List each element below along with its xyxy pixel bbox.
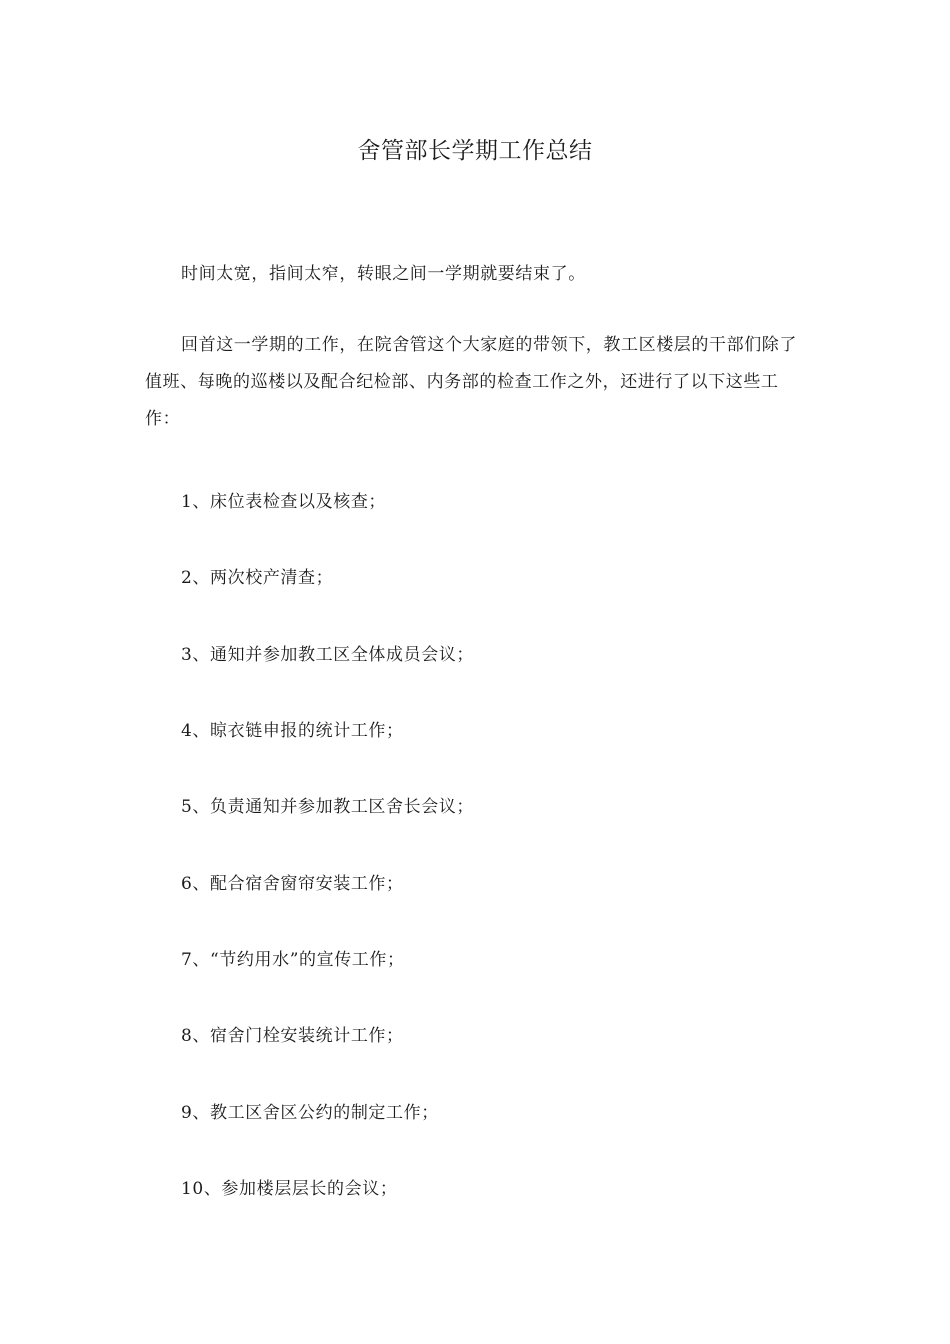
list-item: 4、晾衣链申报的统计工作；: [181, 721, 404, 741]
list-item: 2、两次校产清查；: [181, 568, 334, 588]
list-item: 3、通知并参加教工区全体成员会议；: [181, 645, 475, 665]
list-item: 6、配合宿舍窗帘安装工作；: [181, 874, 404, 894]
list-item: 1、床位表检查以及核查；: [181, 492, 387, 512]
work-review-paragraph: 回首这一学期的工作，在院舍管这个大家庭的带领下，教工区楼层的干部们除了值班、每晚的巡楼以及配合纪检部、内务部的检查工作之外，还进行了以下这些工作：: [145, 335, 797, 429]
list-item: 8、宿舍门栓安装统计工作；: [181, 1026, 404, 1046]
list-item: 5、负责通知并参加教工区舍长会议；: [181, 797, 475, 817]
document-title: 舍管部长学期工作总结: [357, 138, 593, 164]
list-item: 7、“节约用水”的宣传工作；: [181, 950, 405, 970]
intro-paragraph: 时间太宽，指间太窄，转眼之间一学期就要结束了。: [181, 264, 586, 284]
list-item: 10、参加楼层层长的会议；: [181, 1179, 398, 1199]
list-item: 9、教工区舍区公约的制定工作；: [181, 1103, 439, 1123]
